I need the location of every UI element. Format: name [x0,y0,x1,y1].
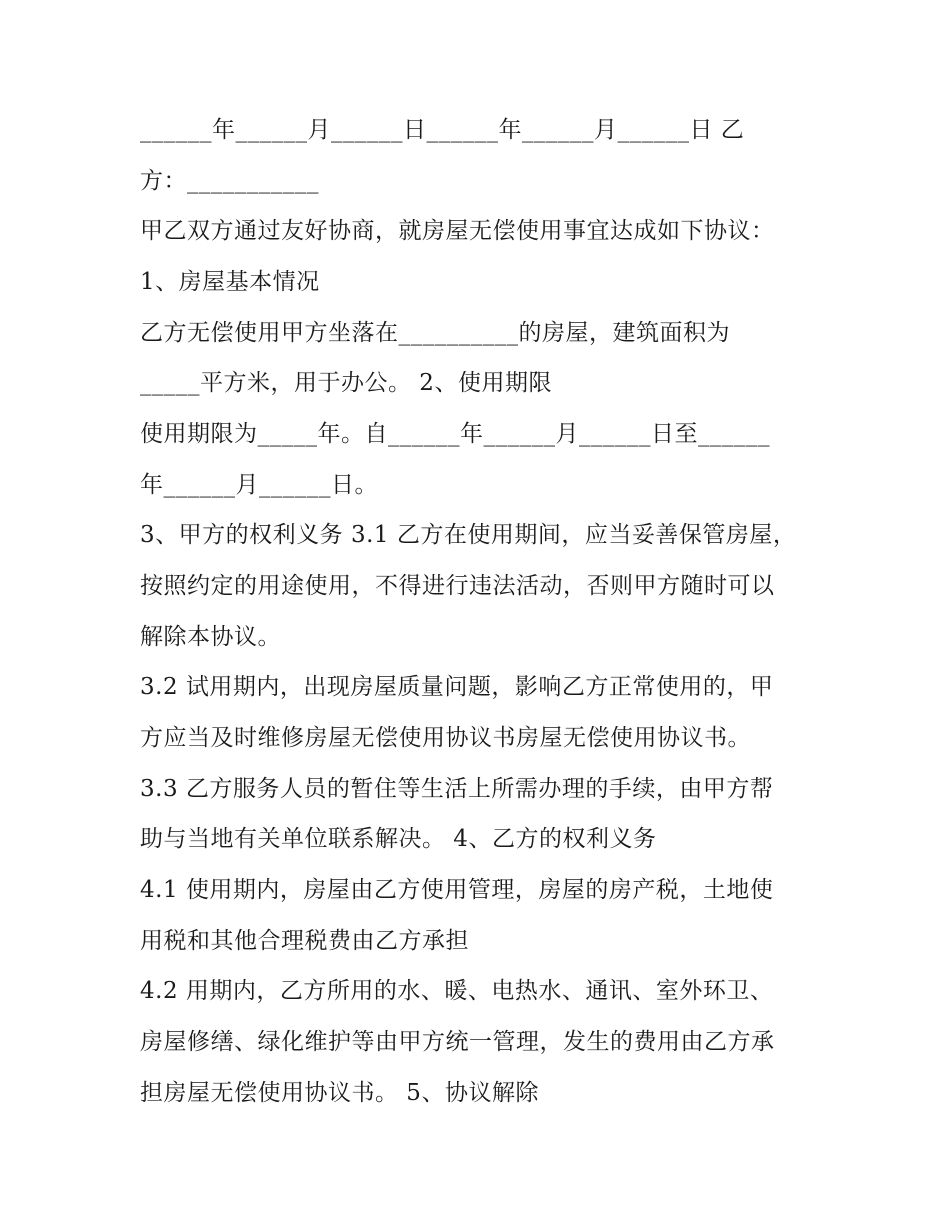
text-line: 解除本协议。 [140,624,281,650]
text-line: 3.2 试用期内，出现房屋质量问题，影响乙方正常使用的，甲 [140,674,774,700]
text-line: 使用期限为_____年。自______年______月______日至______ [140,421,770,447]
text-line: 3、甲方的权利义务 3.1 乙方在使用期间，应当妥善保管房屋， [140,522,797,548]
text-line: 4.2 用期内，乙方所用的水、暖、电热水、通讯、室外环卫、 [140,978,774,1004]
text-line: _____平方米，用于办公。 2、使用期限 [140,370,552,396]
text-line: 1、房屋基本情况 [140,269,320,295]
text-line: ______年______月______日______年______月______日 乙 [140,117,745,143]
text-line: 房屋修缮、绿化维护等由甲方统一管理，发生的费用由乙方承 [140,1029,775,1055]
text-line: 3.3 乙方服务人员的暂住等生活上所需办理的手续，由甲方帮 [140,776,774,802]
text-line: 用税和其他合理税费由乙方承担 [140,928,469,954]
text-line: 按照约定的用途使用，不得进行违法活动，否则甲方随时可以 [140,573,775,599]
text-line: 甲乙双方通过友好协商，就房屋无偿使用事宜达成如下协议： [140,218,775,244]
text-line: 助与当地有关单位联系解决。 4、乙方的权利义务 [140,826,657,852]
text-line: 4.1 使用期内，房屋由乙方使用管理，房屋的房产税，土地使 [140,877,774,903]
text-line: 乙方无偿使用甲方坐落在__________的房屋，建筑面积为 [140,320,730,346]
text-line: 方：___________ [140,168,319,194]
text-line: 方应当及时维修房屋无偿使用协议书房屋无偿使用协议书。 [140,725,751,751]
text-line: 担房屋无偿使用协议书。 5、协议解除 [140,1080,539,1106]
text-line: 年______月______日。 [140,472,378,498]
